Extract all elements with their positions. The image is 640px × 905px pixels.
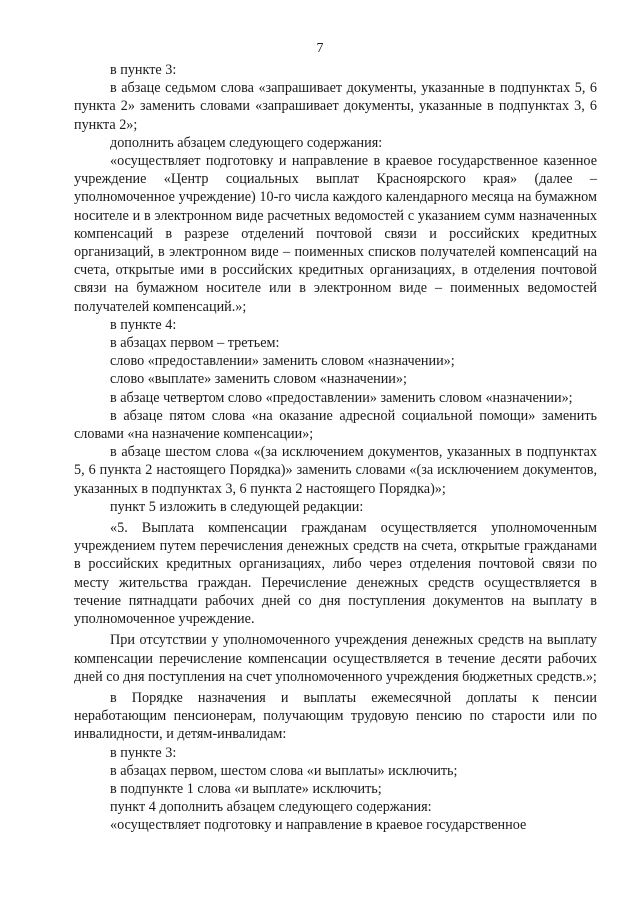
paragraph: пункт 5 изложить в следующей редакции:: [110, 498, 364, 515]
paragraph: в абзаце шестом слова «(за исключением документов, указанных в подпунктах 5, 6 пункта 2 настоящего Порядка)» заменить словами «(за исключением документов, указанных в подпунктах 3, 6 пункта 2 настоящего Порядка)»;: [74, 444, 597, 497]
paragraph: «осуществляет подготовку и направление в краевое государственное казенное учреждение «Центр социальных выплат Красноярского края» (далее – уполномоченное учреждение) 10-го числа каждого календарного месяца на бумажном носителе и в электронном виде расчетных ведомостей с указанием сумм назначенных компенсаций в разрезе отделений почтовой связи и российских кредитных организаций, в электронном виде – поименных списков получателей компенсаций на счета, открытые ими в российских кредитных организациях, в отделения почтовой связи на бумажном носителе или в электронном виде – поименных ведомостей получателей компенсаций.»;: [74, 153, 597, 315]
paragraph: При отсутствии у уполномоченного учреждения денежных средств на выплату компенсации перечисление компенсации осуществляется в течение десяти рабочих дней со дня поступления на счет уполномоченного учреждения бюджетных средств.»;: [74, 632, 597, 685]
paragraph: слово «выплате» заменить словом «назначении»;: [110, 371, 407, 388]
paragraph: в абзаце четвертом слово «предоставлении» заменить словом «назначении»;: [110, 389, 573, 406]
paragraph: в Порядке назначения и выплаты ежемесячной доплаты к пенсии неработающим пенсионерам, получающим трудовую пенсию по старости или по инвалидности, и детям-инвалидам:: [74, 689, 597, 743]
paragraph: «5. Выплата компенсации гражданам осуществляется уполномоченным учреждением путем перечисления денежных средств на счета, открытые гражданами в российских кредитных организациях, либо через отделения почтовой связи по месту жительства граждан. Перечисление денежных средств осуществляется в течение пятнадцати рабочих дней со дня поступления документов на выплату в уполномоченное учреждение.: [74, 520, 597, 628]
paragraph: в абзацах первом – третьем:: [110, 335, 280, 352]
paragraph: в абзацах первом, шестом слова «и выплаты» исключить;: [110, 762, 458, 779]
paragraph: в подпункте 1 слова «и выплате» исключить;: [110, 780, 382, 797]
paragraph: дополнить абзацем следующего содержания:: [110, 134, 383, 151]
paragraph: в пункте 4:: [110, 316, 177, 333]
document-body: [74, 61, 597, 835]
paragraph: в пункте 3:: [110, 62, 177, 78]
paragraph: «осуществляет подготовку и направление в краевое государственное: [110, 817, 527, 834]
paragraph: в абзаце седьмом слова «запрашивает документы, указанные в подпунктах 5, 6 пункта 2» заменить словами «запрашивает документы, указанные в подпунктах 3, 6 пункта 2»;: [74, 80, 597, 133]
paragraph: в пункте 3:: [110, 744, 177, 761]
page-number: 7: [316, 41, 324, 56]
paragraph: слово «предоставлении» заменить словом «назначении»;: [110, 353, 455, 370]
paragraph: пункт 4 дополнить абзацем следующего содержания:: [110, 799, 432, 816]
paragraph: в абзаце пятом слова «на оказание адресной социальной помощи» заменить словами «на назначение компенсации»;: [74, 407, 597, 443]
